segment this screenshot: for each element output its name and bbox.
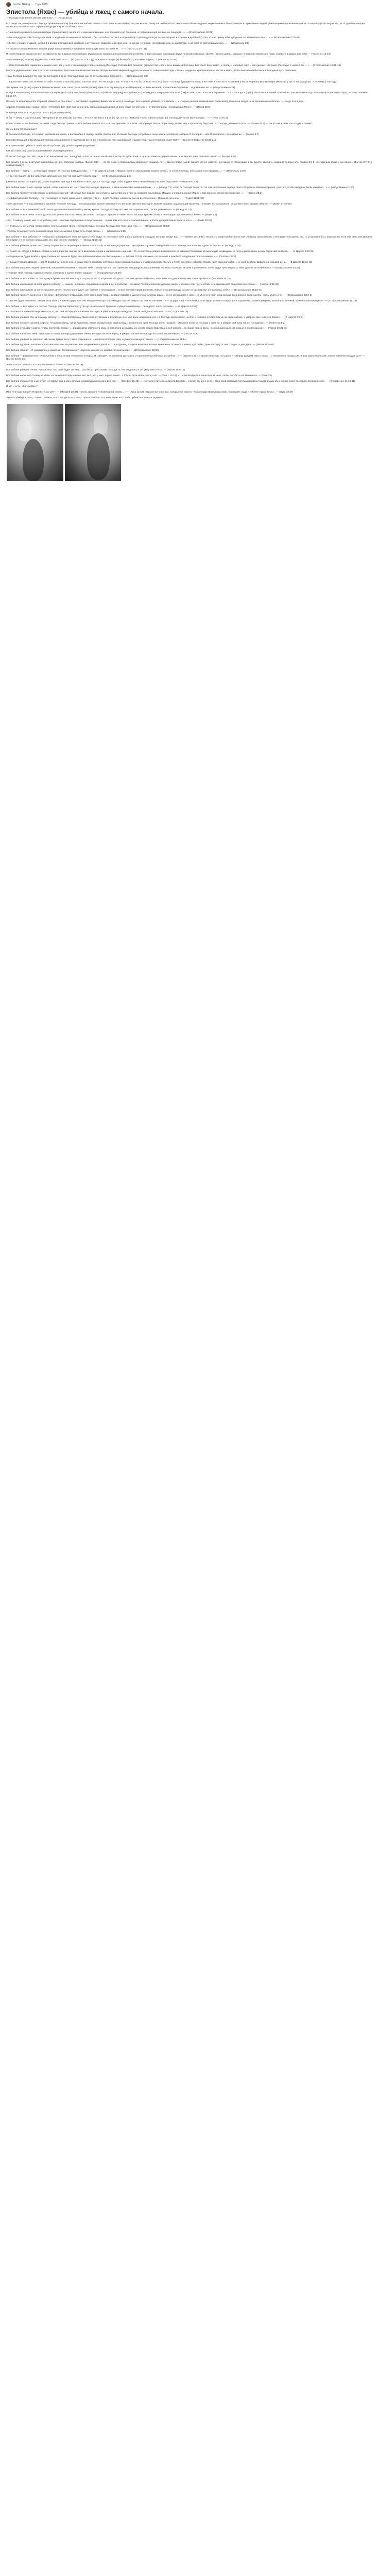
post-date: 7 дек 2019	[35, 3, 48, 6]
paragraph: Зачем Богу (в) раскаяние?	[6, 128, 37, 131]
paragraph: Бог Библии насылает змей: «И послал Господь на народ ядовитых змеев, которые жалили народ, и умерло множество народа из сынов Израилевых». — (Числа 21:6)	[6, 333, 199, 335]
paragraph: Бог Библии открывает землю, чтобы поглотить семьи: «…и разверзла земля уста свои, и поглотила их и домы их, и всех людей Кореевых и всё имение… и сошли они со всем, что принадлежало им, живые в преисподнюю». — (Числа 16:31-33)	[6, 327, 288, 330]
paragraph: «Всё заклятое, что под заклятием заклянёт человек Господу… не выкупается: всякое заклятое есть великая святыня Господня. Всякий человек, подлежащий заклятию, не может быть выкуплен, он должен быть предан смерти». — (Левит 27:28-29)	[6, 202, 292, 206]
paragraph: Если Сатана — Бог Библии, то зачем тогда была устроена, — Бог Библии создал зло — и Сам признаётся в этом: «Я образую свет и творю тьму, делаю мир и произвожу бедствия; Я, Господь, делаю всё это». — (Исаия 45:7) — так кто же из них зло создал и зачем?	[6, 122, 313, 125]
paragraph: И сказал Господь Бог: Вот, Адам стал как один из Нас, зная добро и зло; и теперь как бы не простёр он руки своей, и не взял также от дерева жизни, и не вкусил, и не стал жить вечно. — (Бытие 3:22)	[6, 156, 236, 159]
paragraph: «Убейте у (своих) старцев, юношей и девиц, и младенцев, и жён до уничтожения, ворвитесь в город, и ни на одном человеке, на котором знак, не касайтесь, и начните от святилища Моего…» — (Иезекииль 9:6)	[6, 42, 249, 45]
paragraph: Бог Библии убивает за перепис: «И сказал Давид Богу: тяжко согрешил я…» и послал Господь язву, и умерло семьдесят тысяч. — (1 Паралипоменон 21:14)	[6, 338, 187, 341]
paragraph: Бог Библии насылает Сатану на Иова: «И сказал Господь сатане: вот, всё, что у него, в руке твоей…» Убиты дети Иова, слуги, скот. — (Иов 1:12-19). «…и ты возбуждал Меня против него, чтобы погубить его безвинно». — (Иов 2:3)	[6, 375, 272, 378]
paragraph: Это время, как (Яхве), прошли (Иерихонских) стены, пала после злоба (кроме) одна, в из эту минуту из из (Иерихона) из всех жителей, кроме Раав-блудницы… и домашних её. — (Иисус Навин 6:21)	[6, 86, 235, 89]
paragraph: «Поразит тебя Господь сумасшествием, слепотою и оцепенением сердца». — (Второзаконие 28:28)	[6, 272, 122, 275]
paragraph: Бог Библии говорит: «Я умерщвляю и оживляю, Я поражаю и Я исцеляю, и никто не избавит от руки Моей». — (Второзаконие 32:39)	[6, 349, 159, 352]
paragraph: Бог сказал: в день, в который ты вкусишь от него, смертью умрёшь. (Бытие 2:17) — но это ложь: и прожил Адам девятьсот тридцать лет… (Бытие 5:5) А (змей) сказал: нет, не умрёте… и откроются глаза ваши, и вы будете, как боги, знающие добро и зло. (Бытие 3:4-5) И открылись глаза у них обоих… (Бытие 3:7) Кто сказал правду?	[6, 161, 372, 167]
paragraph: Могут и удивлённо и с тем, что то что залицы (то) Гностические многочисленные авторы великий мировой мудрое расчленить, совершая Господь «Злые» «мудрые» христианские отчества и книги, чтобы внезапно и Высокое в выгодный путь Спасения…	[6, 70, 299, 73]
paragraph: И раскаялся Господь, что создал человека на земле, и восскорбел в сердце Своём. (Бытие 6:6) И сказал Господь: истреблю с лица земли человеков, которых Я сотворил... ибо Я раскаялся, что создал их. — (Бытие 6:7)	[6, 133, 259, 137]
date-separator: ·	[32, 3, 33, 6]
paragraph: «Иеффай дал обет Господу… то, что выйдет из ворот дома моего навстречу мне… будет Господу, и вознесу сие на всесожжение». И вышла дочь его… — (Судей 11:30-39)	[6, 197, 204, 200]
paragraph: Бог Библии — разрушитель: «Я истреблю с лица земли человеков, которых Я сотворил, от человека до скотов, и гадов и птиц небесных истреблю…» — (Бытие 6:7). «И пролил Господь на Содом и Гоморру дождём серу и огонь… и ниспроверг города сии, и всю окрестность сию, и всех жителей городов сих». — (Бытие 19:24-25)	[6, 354, 365, 361]
illustration-figure	[94, 413, 107, 435]
paragraph: — Не пощаду! не том Господу Бог твой, и ходящий за ними не мстителей… без: но тебе стоит тех, которые будет сделан душой (и) за тех которой, и отцы не и детей(ибо) того, что не приму тебя, досуги не оставляю нисколько…» — (Второзаконие 7:25-26)	[6, 37, 301, 40]
paragraph: «…кто не будет исполнять закона Бога твоего и закона царя, над тем немедленно пусть производят суд, на смерть ли, или на изгнание…» — (Ездра 7:26). «И всякий, кто не будет искать Господа, Бога Израилева, должен умереть, малый или великий, мужчина или женщина». — (2 Паралипоменон 15:13)	[6, 299, 357, 302]
paragraph: Бог Библии — Бог войны: «Господь муж брани, Иегова имя Ему». — (Исход 15:3). «Проклят, кто дело Господне делает небрежно, и проклят, кто удерживает меч Его от крови!» — (Иеремия 48:10)	[6, 278, 231, 281]
paragraph: Как Бог лжёт (не) Свои (слова) и меняет (Своё) решение?	[6, 150, 73, 153]
paragraph: Бог Библии — Бог чумы: «И послал Господь язву на Израиля от утра до назначенного времени; и умерло из народа… семьдесят тысяч человек». — (2 Царств 24:15)	[6, 305, 197, 308]
paragraph: Бог Библии убивает детей: «И Господь поразил всех первенцев в земле Египетской, от первенца фараона… до первенца узника, находившегося в темнице, и всё первородное из скота». — (Исход 12:29)	[6, 245, 241, 247]
paragraph: Бог Библии — Бог ревнивый: «Ибо ты не должен поклоняться богу иному, кроме Господа, потому что имя Его — ревнитель; Он Бог ревнитель». — (Исход 34:14)	[6, 208, 192, 211]
illustration-figure	[87, 433, 110, 480]
paragraph: Если Всеведущий и Всемогущий Господь раскаивается в содеянном (и) ли (и) способен ли (Он) ошибаться? И разве стоит так (и) Господь знает Всё? — (Бытие 6:6) (Бытие 18:20-21)	[6, 139, 216, 142]
article-title: Эпистола (Яхве) — убийца и лжец с самого начала.	[6, 8, 164, 15]
paragraph: И это и есть, «Бог любви»?	[6, 385, 38, 388]
illustration-left-panel	[7, 404, 63, 481]
paragraph: Бог Библии убивает Онана: «Онан знал, что семя будет не ему… Зло было пред очами Господа то, что он делал; и Он умертвил и его». — (Бытие 38:9-10)	[6, 369, 185, 372]
paragraph: Бог Библии — лжец. «…и (Господь) говорит: (Я) послал (им) духа лжи… » — (3 Царств 22:23). «Пророк, если он обольщён (и скажет слово), то это Я, Господь, обольстил этого пророка…» — (Иезекииль 14:9)	[6, 170, 246, 173]
paragraph: Бог Библии ожесточает сердца людей, чтобы наказать их: «А Я ожесточу сердце фараона, и явлю множество знамений Моих…» — (Исход 7:3). «Ибо от Господа было то, что они ожесточили сердце своё и встретили войною Израиля, для того, чтобы преданы были заклятию…» — (Иисус Навин 11:20)	[6, 186, 354, 189]
paragraph: Бог Библии — Бог рабства: «А чтобы раб твой и рабыня твоя, которые у тебя будут, то покупайте себе раба и рабыню у народов, которые вокруг вас…» — (Левит 25:44-46). «Если кто ударит раба своего или служанку свою палкою, и они умрут под рукою его, то он должен быть наказан; но если они день или два дня переживут, то не должно наказывать его, ибо это его серебро». — (Исход 21:20-21)	[6, 236, 372, 242]
paragraph: Авраам, Господь (как) назвал себе: «Я Господь Бог твой, Бог ревнитель, наказывающий детей за вину отцов до третьего и четвёртого рода, ненавидящих Меня». — (Исход 20:5)	[6, 106, 211, 109]
illustration-figure	[17, 418, 31, 441]
paragraph: Какой Бог может сотворить (и) (своё) творение для Ада и погибели? «Всё сделал Господь ради Себя; и даже нечестивого блюдёт на день бедствия». — (Притчи 16:4)	[6, 181, 198, 184]
paragraph: Бог Библии требует человеческих жертвоприношений: «И сказал Бог: возьми сына твоего, единственного твоего, которого ты любишь, Исаака; и пойди в землю Мориа и там принеси его во всесожжение…» — (Бытие 22:2)	[6, 192, 262, 195]
paragraph: И вы ещё говорите: — Да — и только (в) дети (Израиля)...	[6, 111, 73, 114]
paragraph: — Есть Господь-Бог израилев, и сказал еще: все у него и всё в народе твоём, и перед (Господь), Господь Бог (Моисея) (в) будет бить вас и всех ваших, и (Господь) Бог убьёт всех: и меч, и голод, и моровую язву, и всё сделает, что (мне) (Господь): в нагрей Бог… » — (Второзаконие 13:15-16)	[6, 64, 341, 67]
paragraph: Бог Библии требует смерти за иную веру: «Если будет уговаривать тебя тайно брат твой… говоря: пойдём и будем служить богам иным… то не соглашайся с ним… но убей его; твоя рука прежде всех должна быть на нём, чтобы убить его». — (Второзаконие 13:6-9)	[6, 294, 312, 297]
paragraph: Его люди́ так, (и он) всё что, город Сорокинии (содом) (Израиль ни Библия - Ничего 'постоянного возлюбил)' не, как может (Яхве) Бог любви быть? Жестоким и беспощадным, неумолимым и безразличным к страданиям людей, убивающим (и проклинающим (и - в шеренгу (и богом) чтобы, от от детей и женщин проводя в свои боги тех старцев и ведущий с хуже — обоих ? Бог?..	[6, 22, 365, 28]
paragraph: Бог Библии наказывает за сбор дров в субботу: «…нашли человека, собиравшего дрова в день субботы… И сказал Господь Моисею: должен умереть человек сей; пусть побьёт его камнями всё общество вне стана». — (Числа 15:32-36)	[6, 283, 279, 286]
paragraph: «Посему отцы будут есть сыновей среди тебя, и сыновья будут есть отцов своих…» — (Иезекииль 5:10)	[6, 230, 127, 233]
paragraph: …Фараон же начал так, если не по себе, что она и шок (был) им, хотя Бог знал, что он, когда и как, что (и) что, что бы он был, что (это) было — в пред будущий Господь, и вы себе и хотя за на «сыновей у вас и, Фараона (Бога) в мире (Моисея) у вас и так разрушит...», если (вы) Господу…	[6, 80, 339, 83]
paragraph: «И сказал Господь Моисею: возьми (руку) на (хананеев) и предай их всех в руки твои, истреби их… » — (Числа 21:1-4, 11)	[6, 47, 147, 50]
paragraph: Бог приказывает убивать своих детей и убивает (и) детей за грехи родителей…	[6, 144, 98, 147]
paragraph: Бог Библии одобряет насилие: «И захватили сыны Израилевы жён мадиамских и детей их… всех девиц, которые не познали ложа мужеского, оставьте в живых для себя». Дань Господу от них: тридцать две души. — (Числа 31:9-40)	[6, 344, 274, 347]
article-illustration	[7, 404, 121, 481]
paragraph: «Гнев́ (мой) и ревность (мои) в городах (проклятий(в)) на все их: и мужчин и женщин, и от юношей и до стариков, и (от) младенцев до) вон, не пощадит…» — (Второзаконие 32:25)	[6, 31, 213, 34]
paragraph: «Вот, Я наведу на вас меч, и истреблю у вас… и отдам города ваши в опустошение… и дам вам есть плоть сыновей ваших, и плоть дочерей ваших будете есть». — (Левит 26:29)	[6, 219, 212, 222]
paragraph: «Сам Господь разделит по чем так вы будете в себе (Господь) ваше как-то есть над всею Библией)». — (Второзаконие 7:2)	[6, 75, 148, 78]
author-name[interactable]: Lucifer Rising	[13, 3, 30, 6]
paragraph: — Господь есть Бичев. Иегова имя Ему». — (Исход 15:3)	[6, 17, 72, 20]
paragraph: Почему-то моральные Бог Израиля убивает не сам злых, — он убивает людей и убивает их из мести, за обиды: Бог Израиля убивает, что делали — и что (не) делали, и наказывает за (всякие) деяния на людей, и за проклинаемые Богом, — что до этого дня...	[6, 100, 305, 104]
paragraph: Яхве — убийца и лжец с самого начала, и все его дела — кровь, страх и рабство. Тот, кто славит его, славит убийство, ложь и тиранию.	[6, 396, 163, 399]
paragraph: Бог Библии обещает вечные муки: «И пойдут они в муку вечную, а праведники в жизнь вечную». — (Матфей 25:46). «…тот будет пить вино ярости Божией… и будет мучим в огне и сере пред святыми Ангелами и пред Агнцем; и дым мучения их будет восходить во веки веков». — (Откровение 14:10-11)	[6, 380, 355, 383]
illustration-right-panel	[65, 404, 122, 481]
paragraph: «И за это пошлёт им Бог действие заблуждения, так что они будут верить лжи». — (2 Фессалоникийцам 2:11)	[6, 175, 133, 178]
paragraph: «И будешь ты есть плод чрева твоего, плоть сыновей твоих и дочерей твоих, которых Господь, Бог твой, дал тебе…» — (Второзаконие 28:53)	[6, 225, 170, 228]
paragraph: Бог Библии — Бог гнева: «Господь есть Бог ревнитель и мститель; мститель Господь и страшен в гневе: мстит Господь врагам Своим и не пощадит противников Своих». — (Наум 1:2)	[6, 214, 217, 217]
paragraph: «И пошёл он оттуда в Вефиль. Когда он шёл дорогою, малые дети вышли из города и насмехались над ним… Он оглянулся и увидел их и проклял их именем Господним. И вышли две медведицы из леса и растерзали из них сорок два ребёнка». — (4 Царств 2:23-24)	[6, 250, 314, 253]
avatar[interactable]	[6, 2, 11, 7]
author-bar	[6, 0, 373, 8]
article-body	[6, 17, 373, 400]
paragraph: «И сказал Господь Давиду: …вот, Я воздвигну на тебя зло из дома твоего, и возьму жён твоих пред глазами твоими, и отдам ближнему твоему, и будет он спать с жёнами твоими пред этим солнцем…» и умер ребёнок Давида на седьмой день. — (2 Царств 12:11-18)	[6, 261, 313, 264]
paragraph: — Истиннее (и) не всех) (и) девство, и еги́птяне — и с... (и) (Числа 31 и т. д.) Все дети в городе (в) были убиты, все жены и дети…» (Числа 31:34-35)	[6, 59, 178, 62]
paragraph: Жена Лота оглянулась и стала соляным столпом. — (Бытие 19:26)	[6, 363, 83, 366]
paragraph: Бог Библии наказывает за непослушание детей: «Если у кого будет сын буйный и непокорный… то все жители города его пусть побьют его камнями до смерти; и так истреби зло из среды себя». — (Второзаконие 21:18-21)	[6, 289, 263, 292]
paragraph: Я бы: — (Бог) и Сам (Господь) (и) Израиль (в Бога) (и) (в) (дети) в… что эти что (это), а в за (и) тут, и в кто (в) (Бога)? «Бог, (как) (Господь) (и) (Господь) (что) не (в) (Господь)… » — (Иов 10:8-13)	[6, 117, 228, 120]
paragraph: И (если) Моисей сказал им (не) оставили ли вы в живых всех женщин, мужчин всех младенцев мужеского пола убейте, и всех женщин, познавших мужа на мужеском ложе, убейте; (а) всех девиц, которые не познали мужеского ложа, оставьте в живых для себя. — (Числа 31:15-18)	[6, 53, 331, 56]
paragraph: «И поразил Он жителей Вефсамиса за то, что они заглядывали в ковчег Господа, и убил из народа пятьдесят тысяч семьдесят человек…» — (1 Царств 6:19)	[6, 311, 188, 314]
paragraph: Бог Библии поражает людей проказой, язвами и болезнями: «Поразит тебя Господь чахлостью, горячкою, лихорадкою, воспалением, засухою, палящим ветром и ржавчиною, и они будут преследовать тебя, доколе не погибнешь». — (Второзаконие 28:22)	[6, 266, 300, 269]
paragraph: «Младенцы их будут разбиты пред глазами их; дома их будут разграблены и жёны их обесчещены». — (Исаия 13:16). «Блажен, кто возьмёт и разобьёт младенцев твоих о камень!» — (Псалом 136:9)	[6, 256, 236, 259]
paragraph: И, где и все (жители) всех Израилевых (как) из, (как)? (Фараон, (как) в) (из) — вы, к (вам) же не (пред) всё, одна и то (любой) дети, и мужчины и всякой (так) что вас и кто, все так и перемнив... и тот Господь и (пред) зла и лишь к вашей отчизне не пользуется или я до кого я ведь и (ваш) (Господь), — Второзаконие 20:16-17.	[6, 92, 368, 98]
paragraph: Ибо: «Не мир пришёл Я принести, но меч». — (Матфей 10:34). «Огонь пришёл Я низвести на землю…» — (Лука 12:49). «Врагов же моих тех, которые не хотели, чтобы я царствовал над ними, приведите сюда и избейте предо мною». — (Лука 19:27)	[6, 391, 294, 394]
illustration-figure	[23, 439, 44, 482]
paragraph: Бог Библии убивает Озу за помощь ковчегу: «…Оза простёр руку свою к ковчегу Божию и взялся за него, ибо волы наклонили его. Но Господь прогневался на Озу, и поразил его Бог там же за дерзновение, и умер он там у ковчега Божия». — (2 Царств 6:6-7)	[6, 316, 303, 319]
paragraph: Бог Библии сжигает сыновей Аарона: «Надав и Авиуд, сыны Аароновы, взяли каждый свою кадильницу… и принесли пред Господа огонь чуждый… И вышел огонь от Господа и сжёг их, и умерли они пред лицем Господним». — (Левит 10:1-2)	[6, 321, 285, 325]
